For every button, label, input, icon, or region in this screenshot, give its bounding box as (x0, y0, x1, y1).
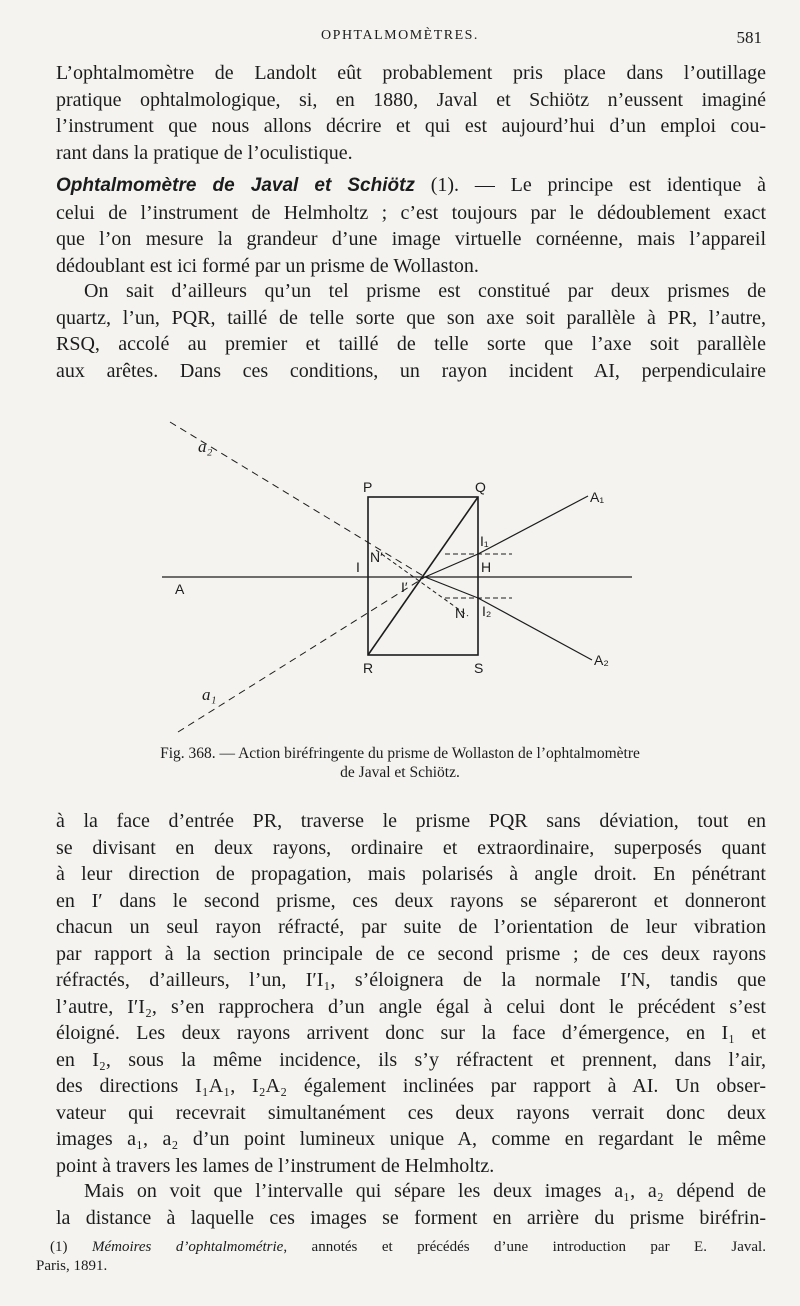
label-virtual-a1: a₁ (202, 685, 217, 704)
text-line: quartz, l’un, PQR, taillé de telle sorte que son axe soit parallèle à PR, l’autre, (56, 306, 766, 329)
text-line: chacun un seul rayon réfracté, par suite de l’orientation de leur vibration (56, 916, 766, 938)
text-line: réfractés, d’ailleurs, l’un, I′I₁, s’éloignera de la normale I′N, tandis que (56, 969, 766, 991)
emergent-ray-a2 (478, 598, 592, 660)
text-line: des directions I₁A₁, I₂A₂ également inclinées par rapport à AI. Un obser- (56, 1075, 766, 1097)
prism-diagram (140, 410, 660, 740)
label-i1: I₁ (480, 533, 489, 549)
text-line: à leur direction de propagation, mais polarisés à angle droit. En pénétrant (56, 863, 766, 885)
footnote-title: Mémoires d’ophtalmométrie (91, 1239, 284, 1255)
paragraph-4 (56, 1178, 766, 1231)
label-r: R (363, 660, 374, 676)
footnote (36, 1238, 766, 1276)
text-line: pratique ophtalmologique, si, en 1880, Javal et Schiötz n’eussent imaginé (56, 88, 766, 111)
caption-line: Fig. 368. — Action biréfringente du prisme de Wollaston de l’ophtalmomètre (160, 745, 640, 762)
text-line: l’instrument que nous allons décrire et qui est aujourd’hui d’un emploi cou- (56, 115, 766, 137)
text-line: en I₂, sous la même incidence, ils s’y réfractent et prennent, dans l’air, (56, 1048, 766, 1071)
caption-line: de Javal et Schiötz. (340, 764, 460, 781)
wollaston-prism-figure (140, 410, 660, 740)
label-a: A (175, 581, 185, 597)
text-line: RSQ, accolé au premier et taillé de telle sorte que l’axe soit parallèle (56, 333, 766, 355)
footnote-marker: (1) (50, 1239, 92, 1255)
emergent-ray-a1 (478, 496, 588, 554)
footnote-rest: , annotés et précédés d’une introduction par E. Javal. (283, 1239, 766, 1255)
label-h: H (481, 559, 492, 575)
text-line: images a₁, a₂ d’un point lumineux unique A, comme en regardant le même (56, 1128, 766, 1150)
text-line: point à travers les lames de l’instrument de Helmholtz. (56, 1154, 495, 1177)
refracted-ray-i1 (425, 554, 478, 577)
text-line: l’autre, I′I₂, s’en rapprochera d’un angle égal à celui dont le précédent s’est (56, 995, 766, 1018)
section-heading: Ophtalmomètre de Javal et Schiötz (56, 175, 415, 196)
footnote-line-2: Paris, 1891. (36, 1258, 108, 1274)
paragraph-2 (56, 278, 766, 384)
label-i: I (356, 559, 360, 575)
text-line: la distance à laquelle ces images se forment en arrière du prisme biréfrin- (56, 1206, 766, 1229)
label-a1: A₁ (590, 489, 605, 505)
text-line: vateur qui recevrait simultanément ces deux rayons verrait donc deux (56, 1101, 766, 1124)
text-line: L’ophtalmomètre de Landolt eût probablement pris place dans l’outillage (56, 62, 766, 84)
text-line: On sait d’ailleurs qu’un tel prisme est constitué par deux prismes de (84, 280, 766, 302)
text-line: celui de l’instrument de Helmholtz ; c’est toujours par le dédoublement exact (56, 201, 766, 224)
section-heading-line (56, 172, 766, 200)
text-line: par rapport à la section principale de ce second prisme ; de ces deux rayons (56, 942, 766, 965)
intro-paragraph (56, 60, 766, 166)
text-line: aux arêtes. Dans ces conditions, un rayon incident AI, perpendiculaire (56, 359, 766, 382)
text-line: que l’on mesure la grandeur d’une image virtuelle cornéenne, mais l’appareil (56, 228, 766, 250)
text-line: en I′ dans le second prisme, ces deux rayons se sépareront et donneront (56, 889, 766, 912)
label-p: P (363, 479, 373, 495)
label-q: Q (475, 479, 486, 495)
figure-caption (90, 744, 710, 782)
text-line: éloigné. Les deux rayons arrivent donc sur la face d’émergence, en I₁ et (56, 1022, 766, 1044)
label-n-prime: N′ (370, 549, 383, 565)
label-virtual-a2: a₂ (198, 437, 213, 456)
running-header (0, 28, 800, 52)
page-number: 581 (736, 28, 762, 47)
section-heading-rest: (1). — Le principe est identique à (414, 174, 766, 196)
footnote-line (36, 1238, 766, 1257)
prism-diagonal (368, 497, 478, 655)
text-line: dédoublant est ici formé par un prisme de Wollaston. (56, 254, 479, 277)
text-line: à la face d’entrée PR, traverse le prisme PQR sans déviation, tout en (56, 810, 766, 832)
label-i-prime: I′ (401, 579, 408, 595)
text-line: se divisant en deux rayons, ordinaire et extraordinaire, superposés quant (56, 836, 766, 859)
label-s: S (474, 660, 484, 676)
paragraph-3 (56, 808, 766, 1179)
label-i2: I₂ (482, 603, 492, 619)
label-n: N (455, 605, 466, 621)
running-title: OPHTALMOMÈTRES. (321, 28, 479, 43)
refracted-ray-i2 (425, 577, 478, 598)
label-a2: A₂ (594, 652, 609, 668)
section-paragraph (56, 172, 766, 279)
text-line: Mais on voit que l’intervalle qui sépare les deux images a₁, a₂ dépend de (84, 1180, 766, 1202)
text-line: rant dans la pratique de l’oculistique. (56, 141, 353, 164)
